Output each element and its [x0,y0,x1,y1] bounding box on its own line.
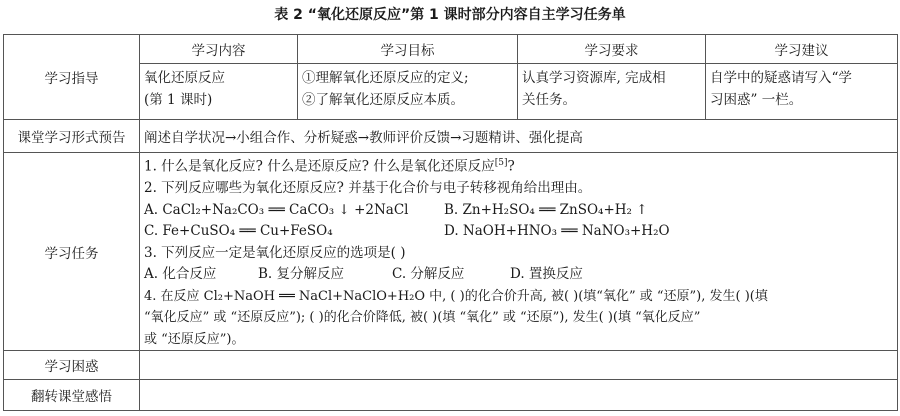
header-suggestion: 学习建议 [706,35,898,64]
reflection-label: 翻转课堂感悟 [4,380,140,411]
reflection-cell [140,380,898,411]
guide-content-cell [140,64,298,120]
header-requirement: 学习要求 [518,35,706,64]
header-goal: 学习目标 [298,35,518,64]
guide-requirement-cell [518,64,706,120]
guide-req-line2: 关任务。 [522,92,576,108]
task-q4-line3: 或 “还原反应”)。 [144,331,245,347]
task-q1-ref: [5] [494,158,508,168]
guide-sug-line1: 自学中的疑惑请写入“学 [710,70,852,86]
guide-content-line1: 氧化还原反应 [144,70,225,86]
form-text: 阐述自学状况→小组合作、分析疑惑→教师评价反馈→习题精讲、强化提高 [140,120,898,153]
task-q4-line1: 4. 在反应 Cl₂+NaOH ══ NaCl+NaClO+H₂O 中, ( )的化合价升高, 被( )(填“氧化” 或 “还原”), 发生( )(填 [144,288,768,304]
task-q4-line2: “氧化反应” 或 “还原反应”); ( )的化合价降低, 被( )(填 “氧化” 或 “还原”), 发生( )(填 “氧化反应” [144,310,701,325]
guide-sug-line2: 习困惑” 一栏。 [710,92,803,108]
header-content: 学习内容 [140,35,298,64]
task-row [4,153,898,351]
task-q3-option-c: C. 分解反应 [392,266,465,282]
header-blank [4,35,140,120]
task-q2-option-c: C. Fe+CuSO₄ ══ Cu+FeSO₄ [144,223,333,239]
task-label: 学习任务 [4,153,140,351]
task-q1 [144,153,893,178]
guide-content-line2: (第 1 课时) [144,92,213,108]
table-title: 表 2 “氧化还原反应”第 1 课时部分内容自主学习任务单 [274,7,626,23]
guide-req-line1: 认真学习资源库, 完成相 [522,70,666,86]
task-q1-end: ? [507,158,515,175]
confusion-row [4,351,898,380]
task-sheet-table [3,34,898,411]
task-q2: 2. 下列反应哪些为氧化还原反应? 并基于化合价与电子转移视角给出理由。 [144,180,592,196]
task-q3-option-b: B. 复分解反应 [258,266,345,282]
task-q3: 3. 下列反应一定是氧化还原反应的选项是( ) [144,244,406,261]
task-content [140,153,898,351]
task-q3-options [144,264,893,286]
task-q2-option-b: B. Zn+H₂SO₄ ══ ZnSO₄+H₂ ↑ [444,201,648,218]
task-q2-row2 [144,221,893,243]
task-q2-option-a: A. CaCl₂+Na₂CO₃ ══ CaCO₃ ↓ +2NaCl [144,201,409,218]
task-q2-option-d: D. NaOH+HNO₃ ══ NaNO₃+H₂O [444,223,670,239]
guide-suggestion-cell [706,64,898,120]
task-q2-row1 [144,200,893,222]
guide-goal-cell [298,64,518,120]
header-row [4,35,898,64]
guide-goal-line1: ①理解氧化还原反应的定义; [302,70,469,86]
task-q3-option-a: A. 化合反应 [144,266,217,282]
confusion-label: 学习困惑 [4,351,140,380]
task-q3-option-d: D. 置换反应 [510,266,583,282]
guide-goal-line2: ②了解氧化还原反应本质。 [302,92,464,108]
task-q1-text: 1. 什么是氧化反应? 什么是还原反应? 什么是氧化还原反应 [144,158,495,175]
form-row [4,120,898,153]
confusion-cell [140,351,898,380]
guide-label: 学习指导 [44,71,99,87]
reflection-row [4,380,898,411]
form-label: 课堂学习形式预告 [4,120,140,153]
